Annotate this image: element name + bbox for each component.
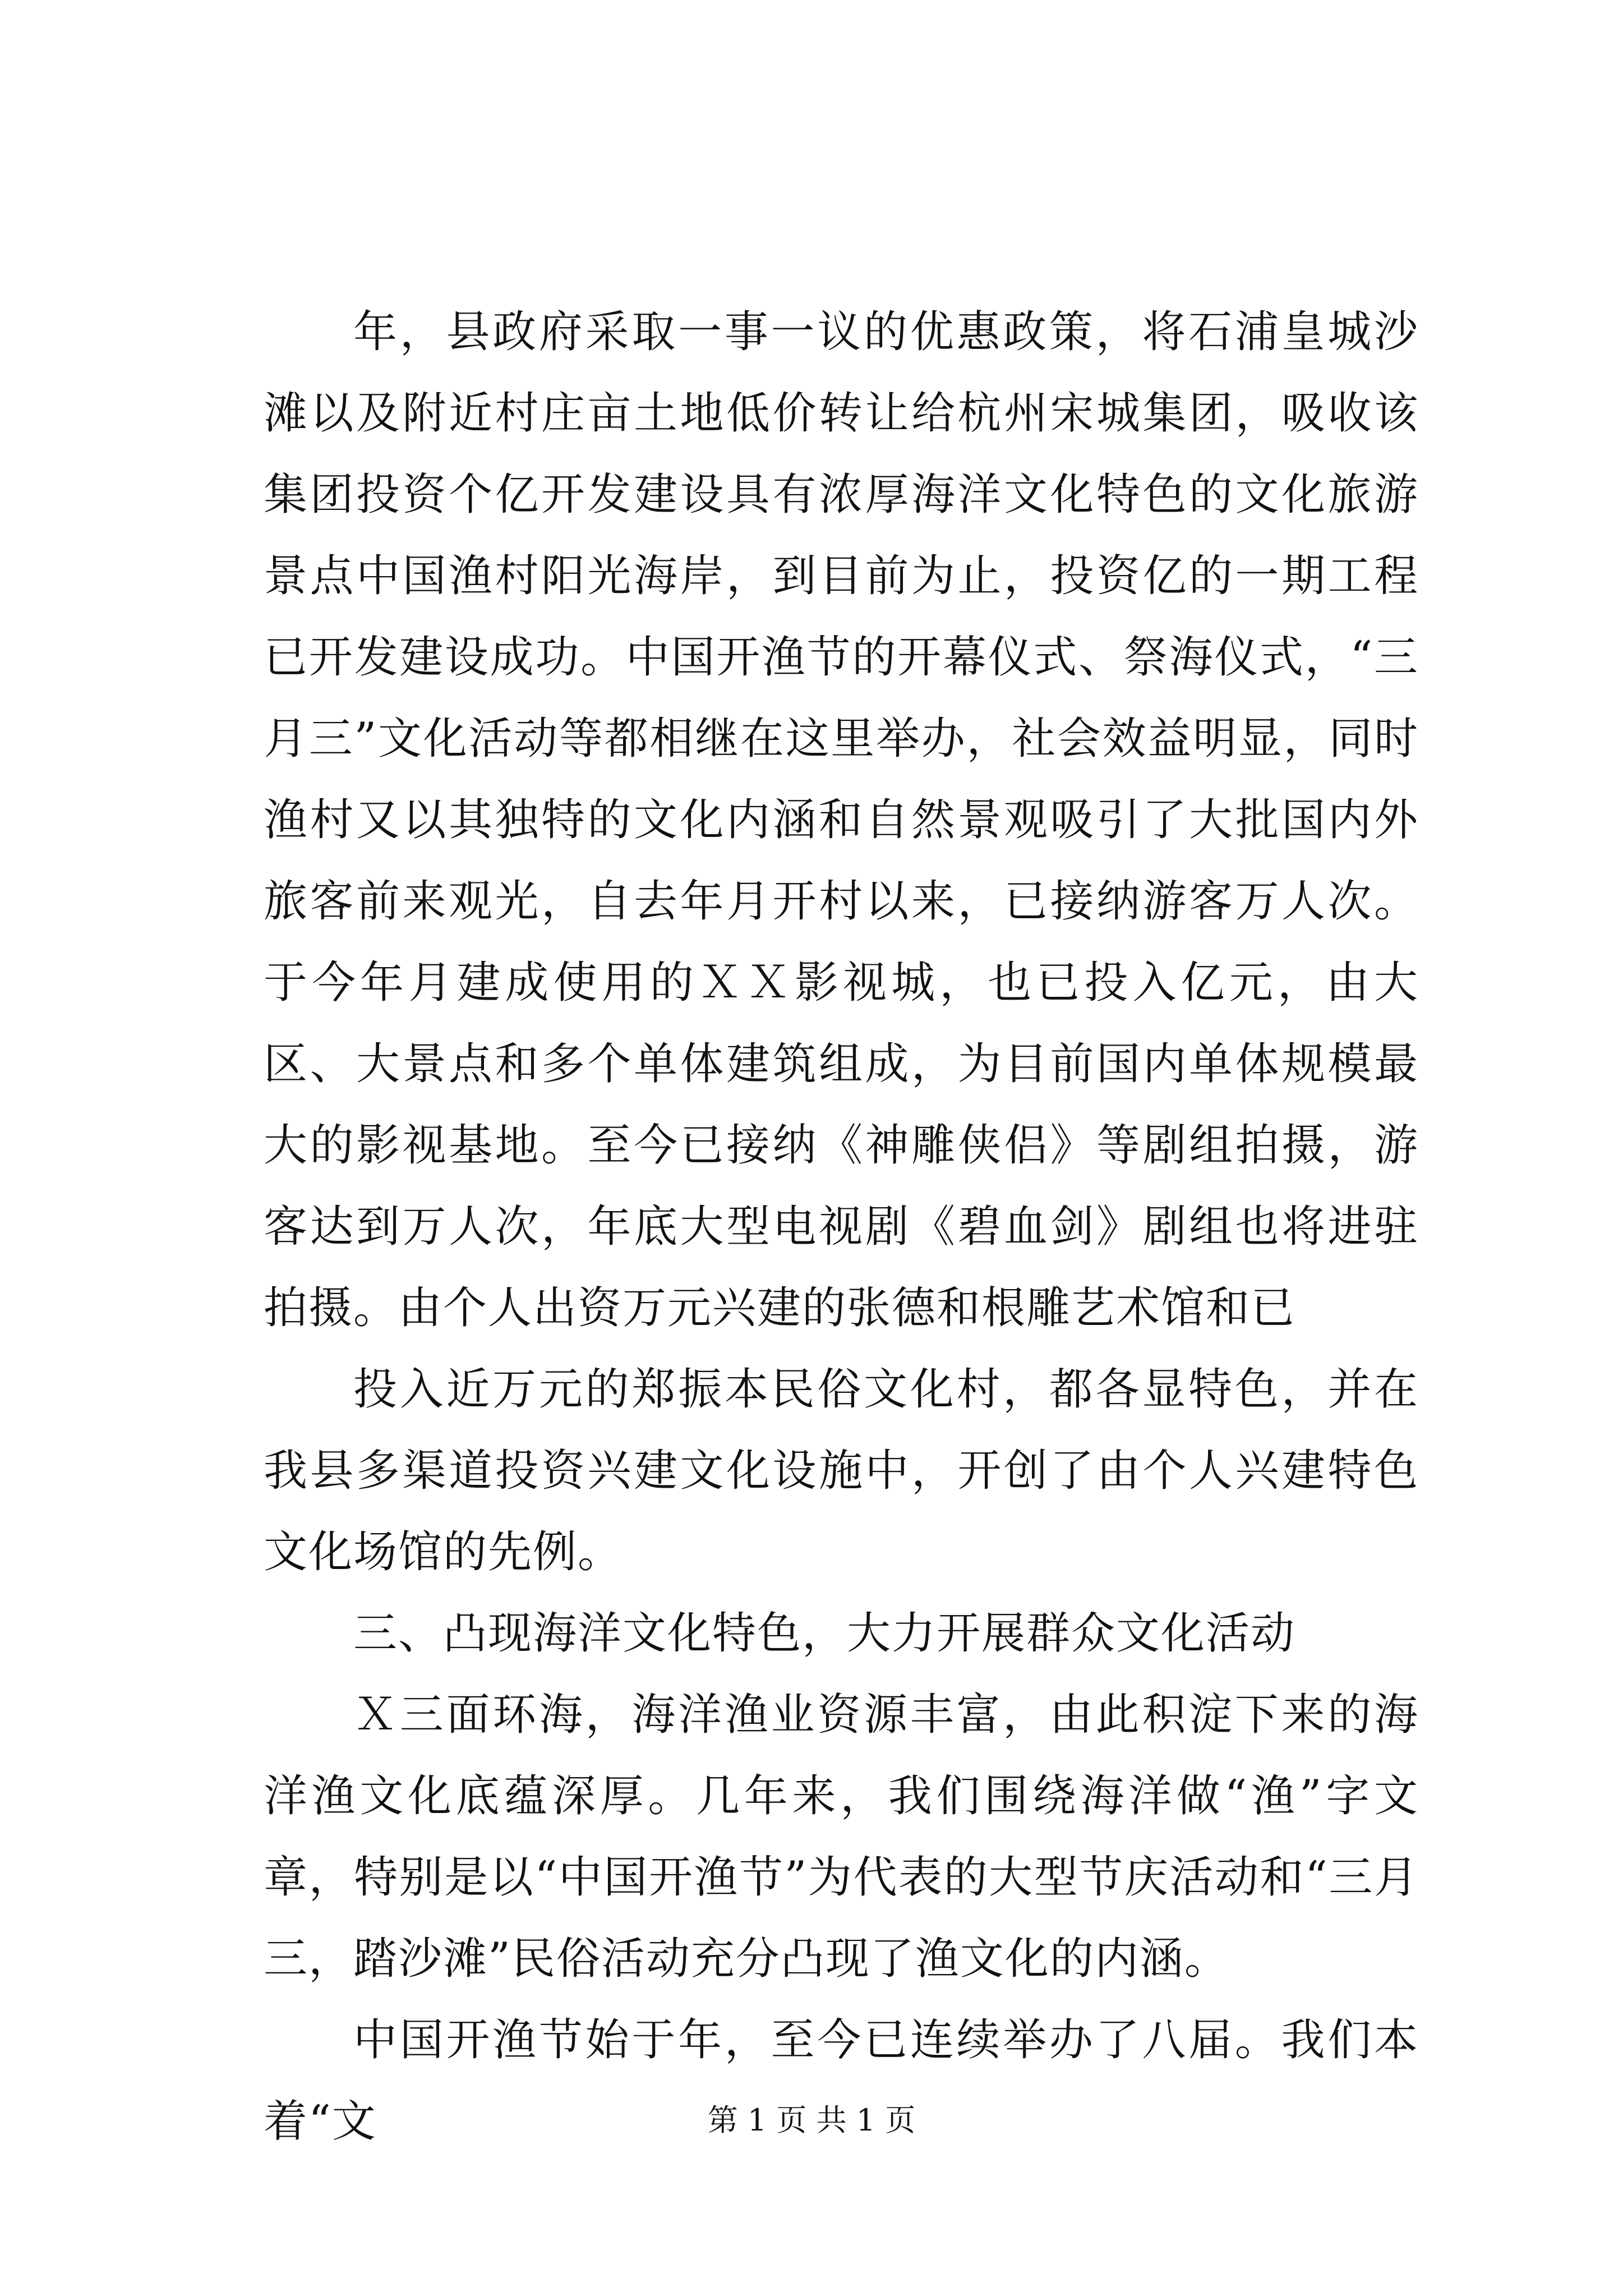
section-heading: 三、凸现海洋文化特色，大力开展群众文化活动 xyxy=(353,1608,1296,1659)
paragraph-3: Ｘ三面环海，海洋渔业资源丰富，由此积淀下来的海洋渔文化底蕴深厚。几年来，我们围绕海洋做“渔”字文章，特别是以“中国开渔节”为代表的大型节庆活动和“三月三，踏沙滩”民俗活动充分凸现了渔文化的内涵。 xyxy=(264,1690,1419,1984)
paragraph-1: 年，县政府采取一事一议的优惠政策，将石浦皇城沙滩以及附近村庄亩土地低价转让给杭州宋城集团，吸收该集团投资个亿开发建设具有浓厚海洋文化特色的文化旅游景点中国渔村阳光海岸，到目前为止，投资亿的一期工程已开发建设成功。中国开渔节的开幕仪式、祭海仪式，“三月三”文化活动等都相继在这里举办，社会效益明显，同时渔村又以其独特的文化内涵和自然景观吸引了大批国内外旅客前来观光，自去年月开村以来，已接纳游客万人次。于今年月建成使用的ＸＸ影视城，也已投入亿元，由大区、大景点和多个单体建筑组成，为目前国内单体规模最大的影视基地。至今已接纳《神雕侠侣》等剧组拍摄，游客达到万人次，年底大型电视剧《碧血剑》剧组也将进驻拍摄。由个人出资万元兴建的张德和根雕艺术馆和已 xyxy=(264,307,1419,1333)
paragraph-2: 投入近万元的郑振本民俗文化村，都各显特色，并在我县多渠道投资兴建文化设施中，开创了由个人兴建特色文化场馆的先例。 xyxy=(264,1364,1419,1577)
page-footer: 第 1 页 共 1 页 xyxy=(707,2102,916,2138)
paragraph-4: 中国开渔节始于年，至今已连续举办了八届。我们本着“文 xyxy=(264,2015,1419,2147)
document-body xyxy=(264,292,1419,2162)
